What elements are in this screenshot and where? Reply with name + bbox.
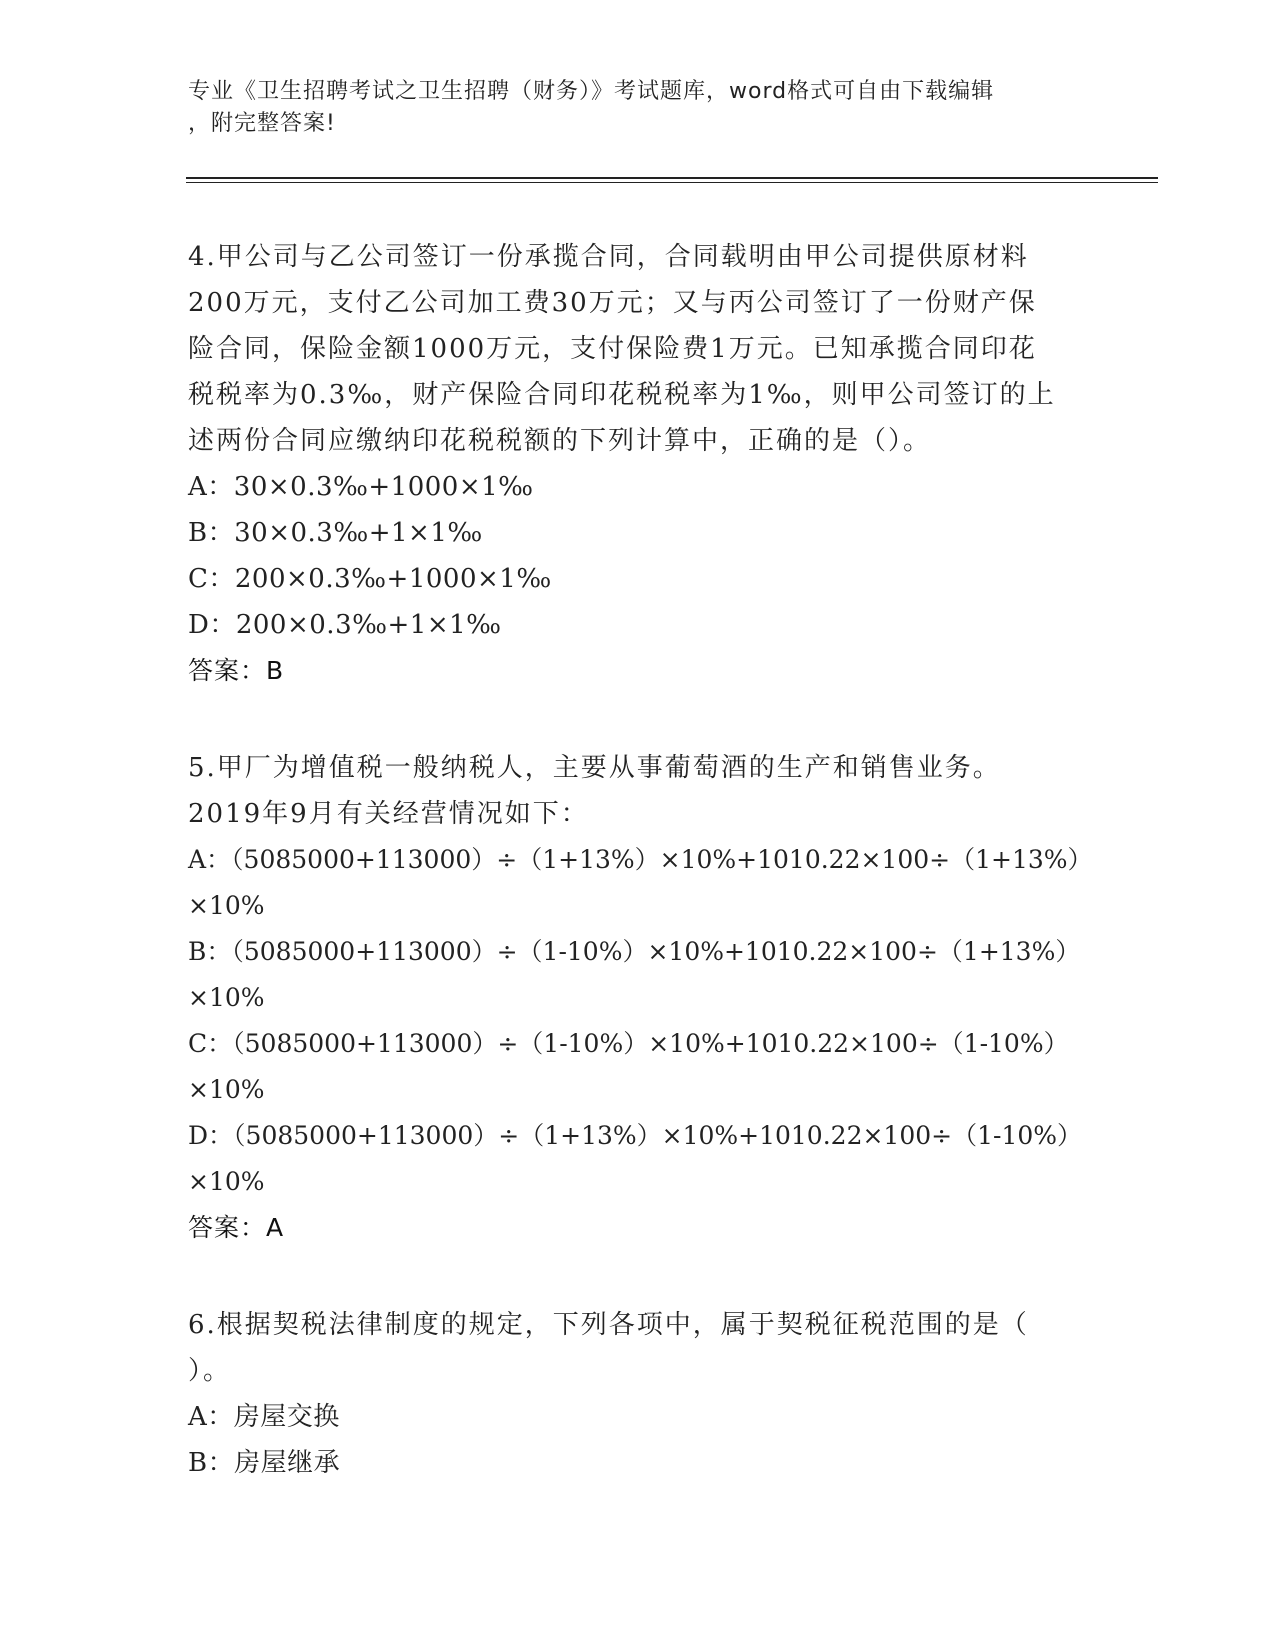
stem-line: 200万元，支付乙公司加工费30万元；又与丙公司签订了一份财产保 <box>188 288 1037 318</box>
question-stem <box>188 234 1088 464</box>
option-c: C：200×0.3‰+1000×1‰ <box>188 564 552 594</box>
option-c: C：（5085000+113000）÷（1-10%）×10%+1010.22×100÷（1-10%） <box>188 1029 1069 1058</box>
answer-label: 答案：A <box>188 1213 285 1242</box>
question-6 <box>188 1302 1088 1486</box>
document-header <box>188 76 1068 140</box>
option-b: B：（5085000+113000）÷（1-10%）×10%+1010.22×100÷（1+13%） <box>188 937 1081 966</box>
option-a-continued: ×10% <box>188 891 265 920</box>
option-d-continued: ×10% <box>188 1167 265 1196</box>
header-divider-thin <box>186 182 1158 183</box>
option-d: D：200×0.3‰+1×1‰ <box>188 610 502 640</box>
option-d: D：（5085000+113000）÷（1+13%）×10%+1010.22×100÷（1-10%） <box>188 1121 1083 1150</box>
question-stem <box>188 745 1088 837</box>
question-stem <box>188 1302 1088 1394</box>
header-line-2: ，附完整答案! <box>188 111 336 136</box>
header-line-1: 专业《卫生招聘考试之卫生招聘（财务）》考试题库，word格式可自由下载编辑 <box>188 79 995 104</box>
question-5 <box>188 745 1093 1251</box>
option-b: B：30×0.3‰+1×1‰ <box>188 518 483 548</box>
stem-line: 2019年9月有关经营情况如下： <box>188 799 589 829</box>
stem-line: 5.甲厂为增值税一般纳税人，主要从事葡萄酒的生产和销售业务。 <box>188 753 1001 783</box>
stem-line: 述两份合同应缴纳印花税税额的下列计算中，正确的是（）。 <box>188 426 932 456</box>
stem-line: 4.甲公司与乙公司签订一份承揽合同，合同载明由甲公司提供原材料 <box>188 242 1029 272</box>
option-a: A：（5085000+113000）÷（1+13%）×10%+1010.22×100÷（1+13%） <box>188 845 1093 874</box>
question-list <box>188 234 1093 1537</box>
stem-line: ）。 <box>188 1356 232 1386</box>
stem-line: 6.根据契税法律制度的规定，下列各项中，属于契税征税范围的是（ <box>188 1310 1029 1340</box>
option-a: A：房屋交换 <box>188 1402 340 1432</box>
option-b-continued: ×10% <box>188 983 265 1012</box>
header-divider-thick <box>186 177 1158 179</box>
option-a: A：30×0.3‰+1000×1‰ <box>188 472 534 502</box>
stem-line: 税税率为0.3‰，财产保险合同印花税税率为1‰，则甲公司签订的上 <box>188 380 1056 410</box>
stem-line: 险合同，保险金额1000万元，支付保险费1万元。已知承揽合同印花 <box>188 334 1037 364</box>
question-4 <box>188 234 1088 694</box>
option-c-continued: ×10% <box>188 1075 265 1104</box>
option-b: B：房屋继承 <box>188 1448 341 1478</box>
answer-label: 答案：B <box>188 656 285 685</box>
